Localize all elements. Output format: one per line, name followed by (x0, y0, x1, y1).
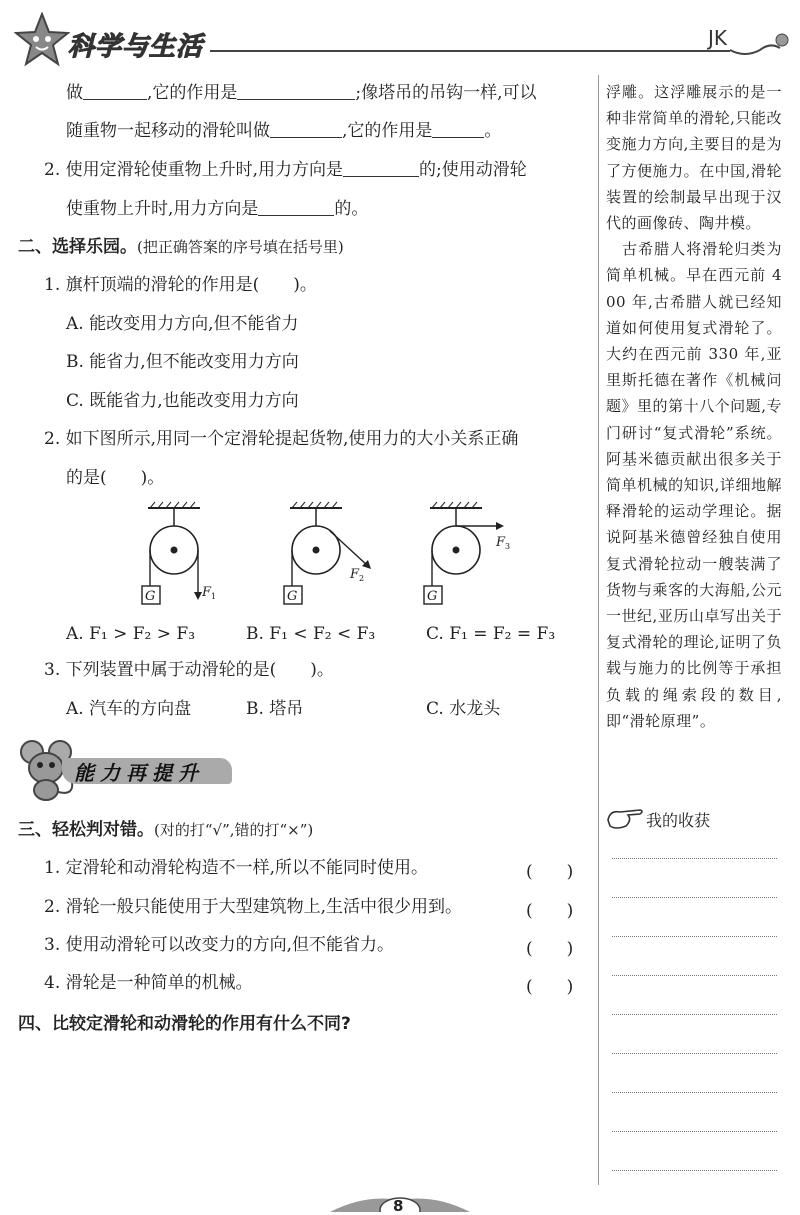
answer-blank[interactable] (83, 83, 147, 100)
weight-label: G (145, 589, 156, 604)
s2-q3-stem: 3. 下列装置中属于动滑轮的是( )。 (44, 660, 334, 680)
answer-paren[interactable]: ( ) (526, 977, 574, 997)
s2-q1-option-c[interactable]: C. 既能省力,也能改变用力方向 (66, 391, 299, 411)
s2-q1-stem: 1. 旗杆顶端的滑轮的作用是( )。 (44, 275, 317, 295)
s2-q2-option-b[interactable]: B. F₁ < F₂ < F₃ (246, 624, 376, 644)
s3-item-4: 4. 滑轮是一种简单的机械。 (44, 973, 253, 993)
s3-item-1: 1. 定滑轮和动滑轮构造不一样,所以不能同时使用。 (44, 858, 429, 878)
force-label-f1: F (202, 585, 212, 600)
notes-line[interactable] (612, 1092, 777, 1093)
weight-label: G (427, 589, 438, 604)
header-title: 科学与生活 (68, 32, 204, 62)
notes-line[interactable] (612, 897, 777, 898)
header-rule (210, 50, 730, 52)
harvest-label: 我的收获 (646, 811, 711, 830)
q2-line1: 2. 使用定滑轮使重物上升时,用力方向是 的;使用动滑轮 (44, 160, 527, 180)
answer-paren[interactable]: ( ) (526, 939, 574, 959)
force-sub-2: 2 (359, 574, 365, 583)
answer-blank[interactable] (270, 121, 342, 138)
s3-item-2: 2. 滑轮一般只能使用于大型建筑物上,生活中很少用到。 (44, 897, 463, 917)
s2-q2-stem-2: 的是( )。 (66, 468, 165, 488)
page-number: 8 (393, 1197, 404, 1215)
notes-line[interactable] (612, 1131, 777, 1132)
header-code: JK (708, 26, 728, 50)
answer-blank[interactable] (258, 199, 334, 216)
pulley-diagrams (130, 500, 530, 615)
notes-line[interactable] (612, 1014, 777, 1015)
s2-q1-option-a[interactable]: A. 能改变用力方向,但不能省力 (66, 314, 299, 334)
answer-area[interactable] (40, 1045, 580, 1175)
notes-line[interactable] (612, 1053, 777, 1054)
s2-q3-option-a[interactable]: A. 汽车的方向盘 (66, 699, 192, 719)
answer-paren[interactable]: ( ) (526, 862, 574, 882)
weight-label: G (287, 589, 298, 604)
sidebar-paragraph-2: 古希腊人将滑轮归类为简单机械。早在西元前 400 年,古希腊人就已经知道如何使用复式滑轮了。大约在西元前 330 年,亚里斯托德在著作《机械问题》里的第十八个问题,专门研讨“复式滑轮”系统。阿基米德贡献出很多关于简单机械的知识,详细地解释滑轮的运动学理论。据说阿基米德曾经独自使用复式滑轮拉动一艘装满了货物与乘客的大海船,公元一世纪,亚历山卓写出关于复式滑轮的理论,证明了负载与施力的比例等于承担负载的绳索段的数目,即“滑轮原理”。 (606, 240, 782, 730)
notes-line[interactable] (612, 975, 777, 976)
s2-q1-option-b[interactable]: B. 能省力,但不能改变用力方向 (66, 352, 299, 372)
s2-q3-option-b[interactable]: B. 塔吊 (246, 699, 304, 719)
q1-line2: 随重物一起移动的滑轮叫做 ,它的作用是 。 (66, 121, 502, 141)
sidebar-text (606, 79, 782, 734)
force-sub-3: 3 (505, 542, 511, 551)
force-sub-1: 1 (211, 592, 217, 601)
sidebar-divider (598, 75, 599, 1185)
star-mascot-icon (14, 12, 70, 68)
pointing-hand-icon (606, 806, 646, 832)
s2-q2-stem-1: 2. 如下图所示,用同一个定滑轮提起货物,使用力的大小关系正确 (44, 429, 519, 449)
force-label-f3: F (496, 535, 506, 550)
header (0, 0, 800, 70)
header-swirl-icon (730, 30, 790, 60)
force-label-f2: F (350, 567, 360, 582)
section3-heading: 三、轻松判对错。(对的打“√”,错的打“×”) (18, 820, 314, 840)
section4-heading: 四、比较定滑轮和动滑轮的作用有什么不同? (18, 1014, 351, 1034)
answer-paren[interactable]: ( ) (526, 901, 574, 921)
answer-blank[interactable] (432, 121, 484, 138)
notes-line[interactable] (612, 1170, 777, 1171)
q1-line1: 做 ,它的作用是 ;像塔吊的吊钩一样,可以 (66, 83, 537, 103)
notes-line[interactable] (612, 858, 777, 859)
q2-line2: 使重物上升时,用力方向是 的。 (66, 199, 369, 219)
banner-title: 能力再提升 (74, 761, 204, 785)
s2-q3-option-c[interactable]: C. 水龙头 (426, 699, 501, 719)
answer-blank[interactable] (237, 83, 355, 100)
sidebar-paragraph-1: 浮雕。这浮雕展示的是一种非常简单的滑轮,只能改变施力方向,主要目的是为了方便施力。在中国,滑轮装置的绘制最早出现于汉代的画像砖、陶井模。 (606, 83, 782, 233)
notes-line[interactable] (612, 936, 777, 937)
section2-heading: 二、选择乐园。(把正确答案的序号填在括号里) (18, 237, 344, 257)
s2-q2-option-a[interactable]: A. F₁ > F₂ > F₃ (66, 624, 196, 644)
answer-blank[interactable] (343, 160, 419, 177)
s2-q2-option-c[interactable]: C. F₁ = F₂ = F₃ (426, 624, 556, 644)
s3-item-3: 3. 使用动滑轮可以改变力的方向,但不能省力。 (44, 935, 395, 955)
